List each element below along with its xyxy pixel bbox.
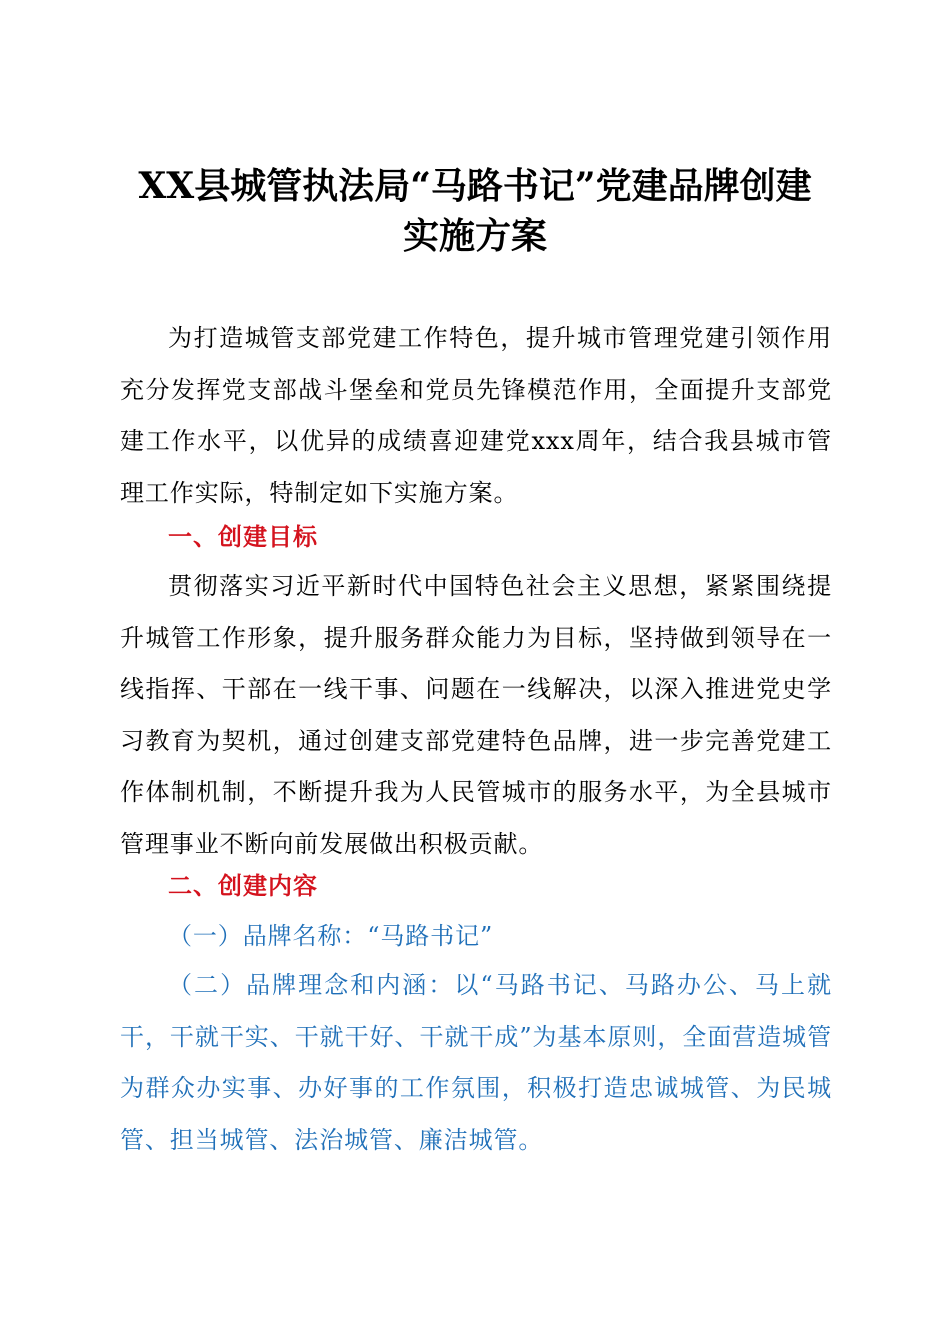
section-heading-content: 二、创建内容	[168, 872, 318, 900]
document-title-line-2: 实施方案	[402, 215, 547, 257]
section-heading-goals: 一、创建目标	[168, 523, 318, 551]
subsection-brand-name: （一）品牌名称：“马路书记”	[168, 922, 494, 950]
goals-paragraph: 贯彻落实习近平新时代中国特色社会主义思想，紧紧围绕提升城管工作形象，提升服务群众能力为目标，坚持做到领导在一线指挥、干部在一线干事、问题在一线解决，以深入推进党史学习教育为契机，通过创建支部党建特色品牌，进一步完善党建工作体制机制，不断提升我为人民管城市的服务水平，为全县城市管理事业不断向前发展做出积极贡献。	[120, 572, 832, 858]
subsection-brand-concept: （二）品牌理念和内涵：以“马路书记、马路办公、马上就干，干就干实、干就干好、干就干成”为基本原则，全面营造城管为群众办实事、办好事的工作氛围，积极打造忠诚城管、为民城管、担当城管、法治城管、廉洁城管。	[120, 971, 832, 1154]
document-title-line-1: XX县城管执法局“马路书记”党建品牌创建	[138, 165, 812, 207]
intro-paragraph: 为打造城管支部党建工作特色，提升城市管理党建引领作用充分发挥党支部战斗堡垒和党员先锋模范作用，全面提升支部党建工作水平，以优异的成绩喜迎建党xxx周年，结合我县城市管理工作实际，特制定如下实施方案。	[120, 324, 832, 507]
